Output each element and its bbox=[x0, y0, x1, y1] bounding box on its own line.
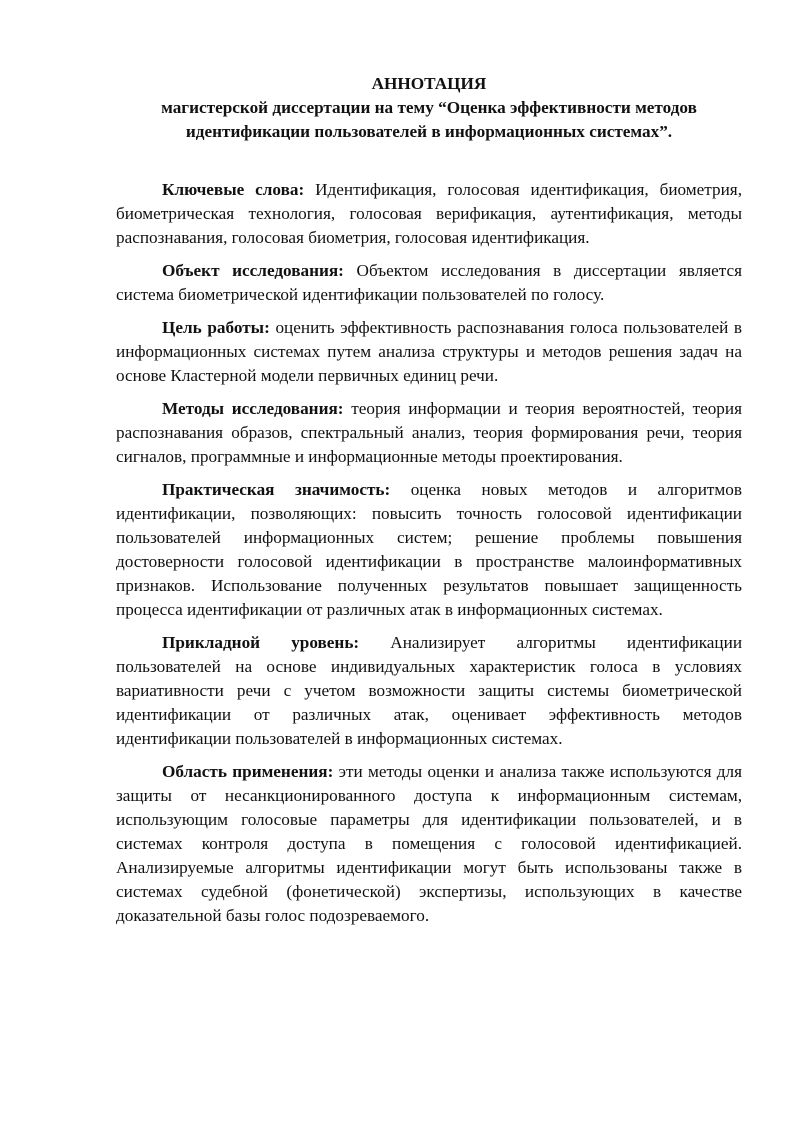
section-term: Ключевые слова: bbox=[162, 180, 305, 199]
section-term: Цель работы: bbox=[162, 318, 270, 337]
section-text: Идентификация, голосовая идентификация, биометрия, биометрическая технология, голосовая верификация, аутентификация, методы распознавания, голосовая биометрия, голосовая идентификация. bbox=[116, 180, 743, 247]
section-term: Область применения: bbox=[162, 762, 334, 781]
section-application-area bbox=[116, 760, 742, 928]
section-text: оценка новых методов и алгоритмов идентификации, позволяющих: повысить точность голосовой идентификации пользователей информационных систем; решение проблемы повышения достоверности голосовой идентификации в пространстве малоинформативных признаков. Использование полученных результатов повышает защищенность процесса идентификации от различных атак в информационных системах. bbox=[116, 480, 742, 619]
document-subtitle: магистерской диссертации на тему “Оценка эффективности методов идентификации пользователей в информационных системах”. bbox=[161, 98, 697, 141]
section-term: Методы исследования: bbox=[162, 399, 344, 418]
section-text: Анализирует алгоритмы идентификации пользователей на основе индивидуальных характеристик голоса в условиях вариативности речи с учетом возможности защиты системы биометрической идентификации от различных атак, оценивает эффективность методов идентификации пользователей в информационных системах. bbox=[116, 633, 743, 748]
section-research-object bbox=[116, 259, 742, 307]
section-practical-significance bbox=[116, 478, 742, 622]
section-goal bbox=[116, 316, 742, 388]
section-text: Объектом исследования в диссертации является система биометрической идентификации пользователей по голосу. bbox=[116, 261, 743, 304]
section-text: оценить эффективность распознавания голоса пользователей в информационных системах путем анализа структуры и методов решения задач на основе Кластерной модели первичных единиц речи. bbox=[116, 318, 743, 385]
section-methods bbox=[116, 397, 742, 469]
section-applied-level bbox=[116, 631, 742, 751]
section-term: Практическая значимость: bbox=[162, 480, 391, 499]
section-text: эти методы оценки и анализа также используются для защиты от несанкционированного доступа к информационным системам, использующим голосовые параметры для идентификации пользователей, и в системах контроля доступа в помещения с голосовой идентификацией. Анализируемые алгоритмы идентификации могут быть использованы также в системах судебной (фонетической) экспертизы, использующих в качестве доказательной базы голос подозреваемого. bbox=[116, 762, 742, 925]
section-keywords bbox=[116, 178, 742, 250]
document-page bbox=[116, 72, 742, 937]
section-term: Объект исследования: bbox=[162, 261, 344, 280]
section-text: теория информации и теория вероятностей, теория распознавания образов, спектральный анализ, теория формирования речи, теория сигналов, программные и информационные методы проектирования. bbox=[116, 399, 743, 466]
section-term: Прикладной уровень: bbox=[162, 633, 360, 652]
document-title: АННОТАЦИЯ bbox=[371, 74, 487, 93]
